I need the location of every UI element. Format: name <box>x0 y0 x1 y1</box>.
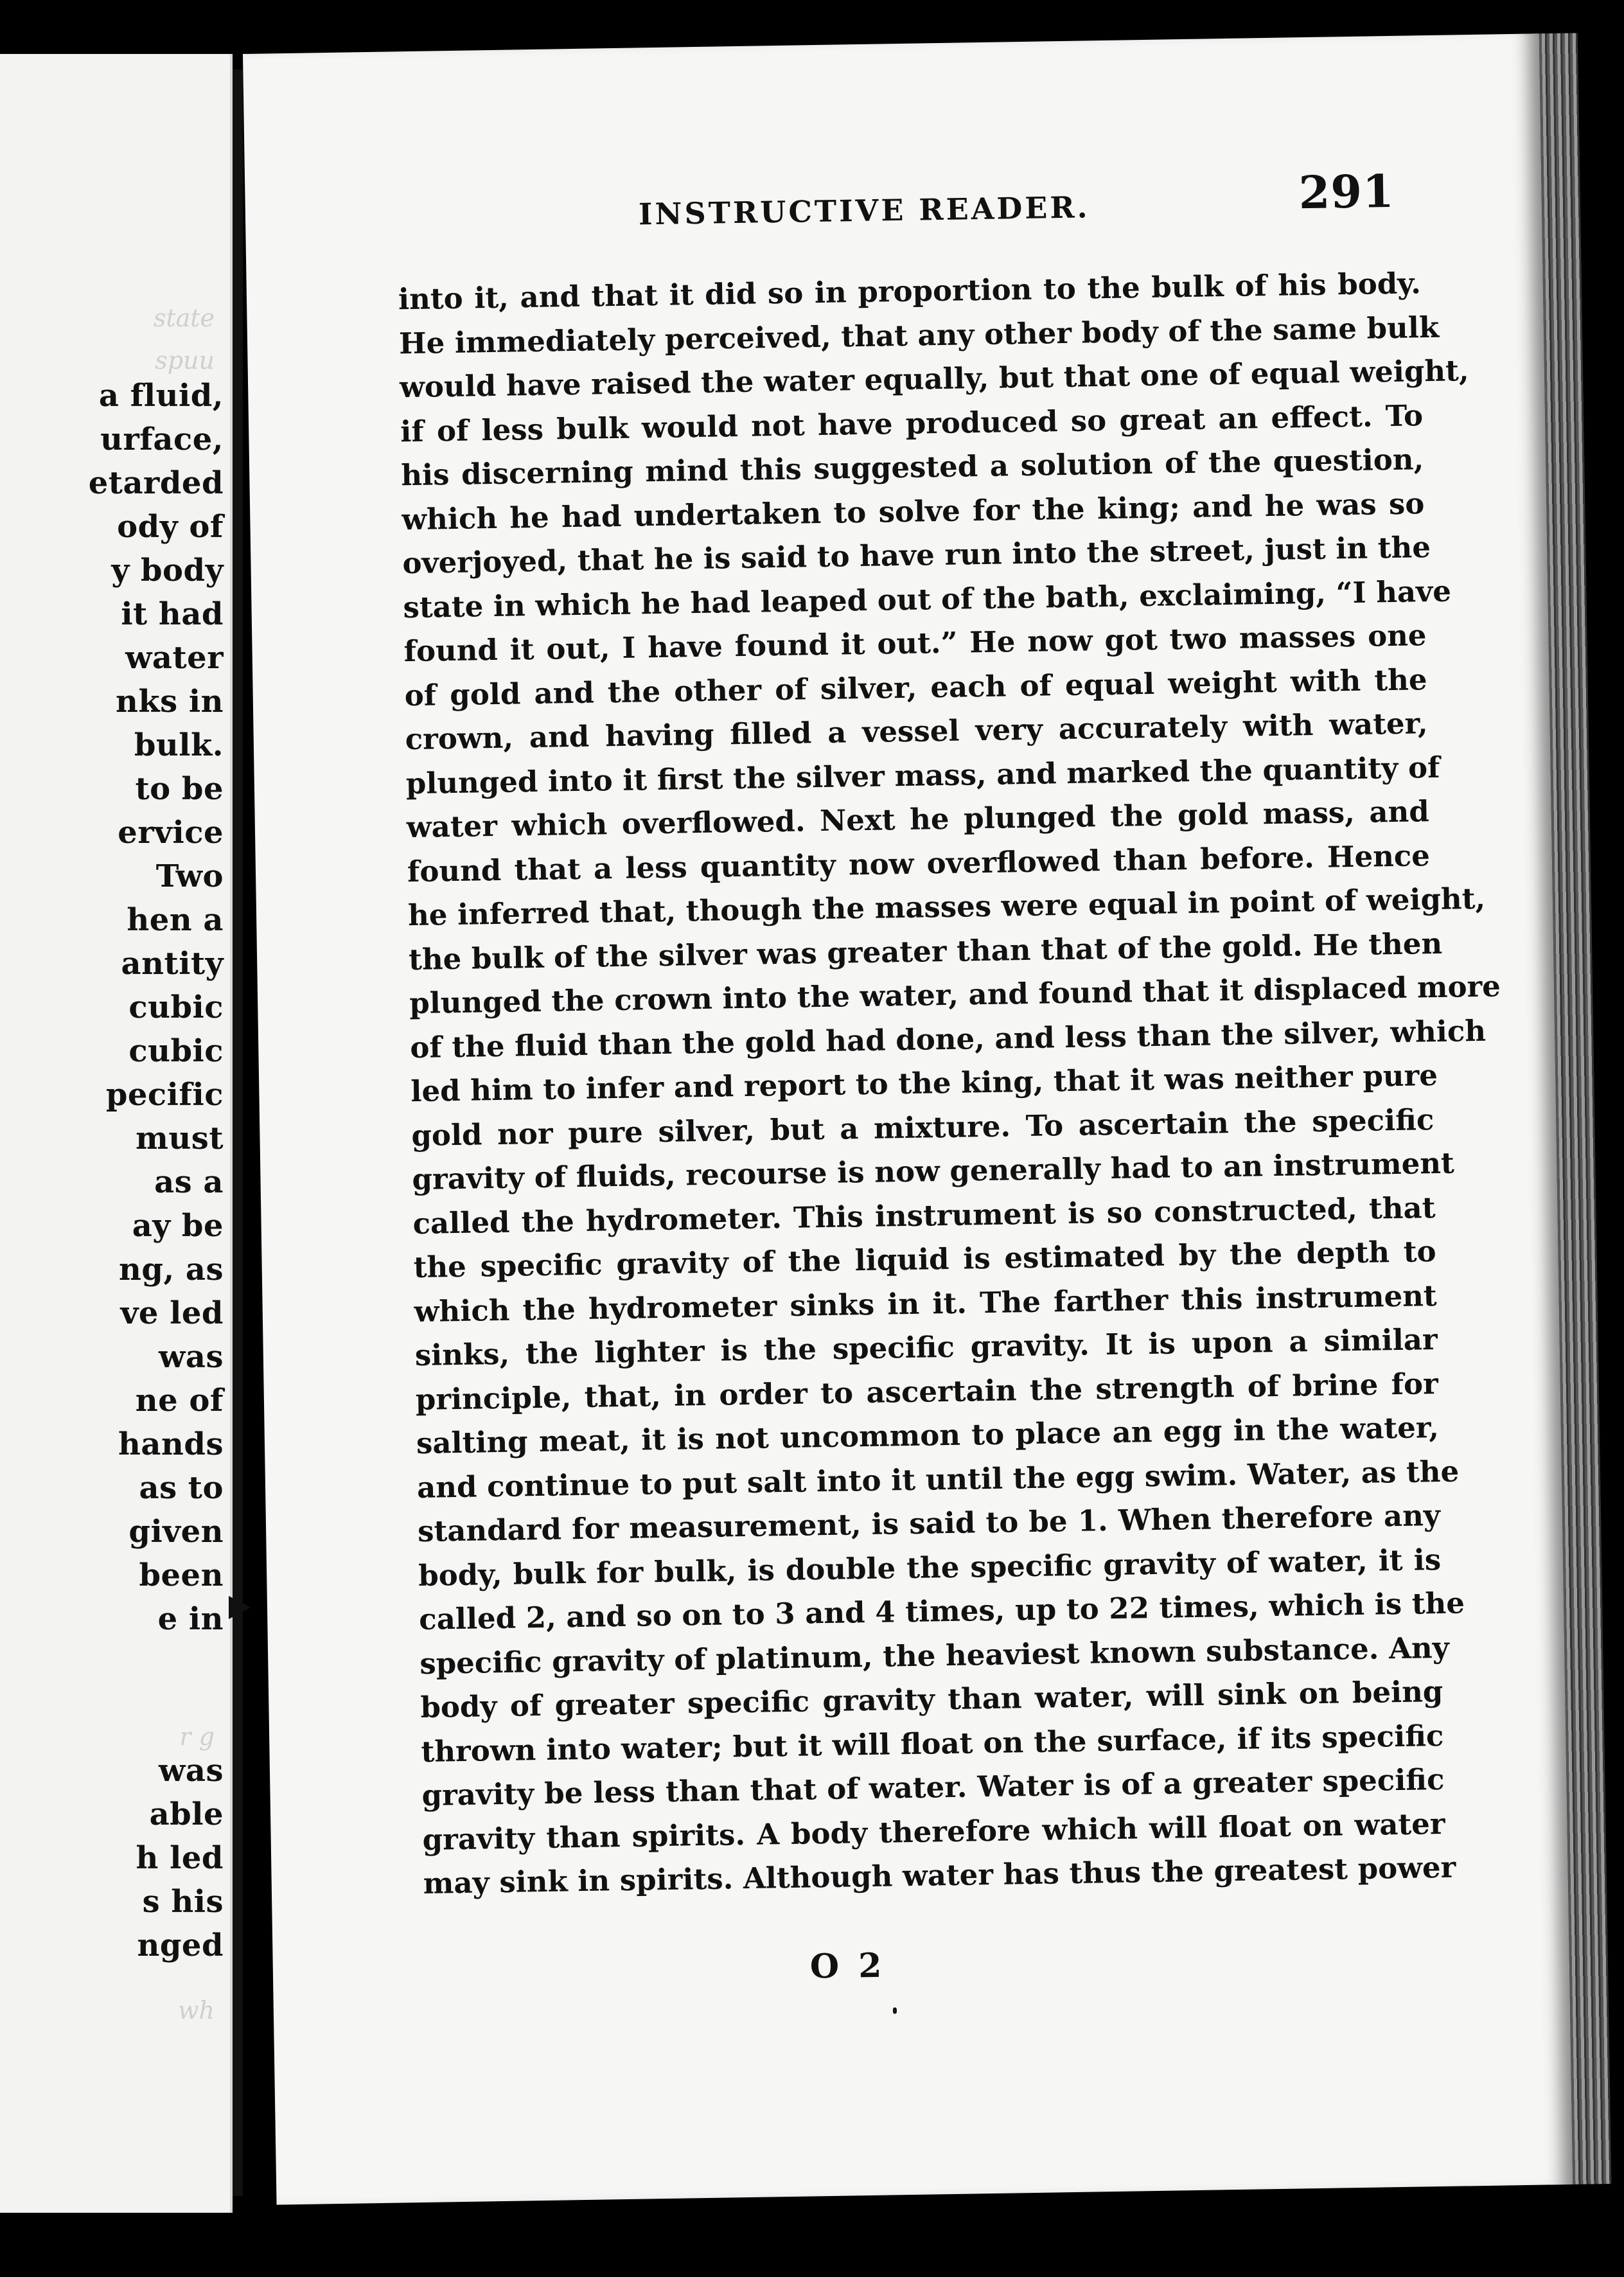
facing-page-line: etarded <box>88 465 224 501</box>
faint-show-through-text: wh <box>178 1996 215 2024</box>
text-line: his discerning mind this suggested a solution of the question, <box>400 442 1424 493</box>
faint-show-through-text: r g <box>179 1723 215 1751</box>
text-line: gold nor pure silver, but a mixture. To ascertain the specific <box>411 1102 1434 1153</box>
facing-page-line: been <box>139 1557 224 1593</box>
text-line: salting meat, it is not uncommon to place an egg in the water, <box>416 1410 1440 1461</box>
text-line: the specific gravity of the liquid is estimated by the depth to <box>413 1234 1436 1285</box>
facing-page-line: ve led <box>120 1295 224 1331</box>
text-line: sinks, the lighter is the specific gravity. It is upon a similar <box>414 1322 1438 1373</box>
facing-page-line: ne of <box>135 1383 224 1419</box>
facing-page-line: was <box>159 1339 224 1375</box>
running-head: INSTRUCTIVE READER. <box>638 190 1091 232</box>
text-line: called 2, and so on to 3 and 4 times, up to 22 times, which is the <box>418 1586 1465 1636</box>
text-line: would have raised the water equally, but that one of equal weight, <box>399 353 1469 405</box>
text-line: which he had undertaken to solve for the king; and he was so <box>401 486 1425 536</box>
binding-notch <box>229 1596 251 1619</box>
text-line: may sink in spirits. Although water has thus the greatest power <box>423 1850 1456 1900</box>
facing-page-line: it had <box>121 596 224 632</box>
facing-page-line: cubic <box>128 989 224 1025</box>
facing-page-line: cubic <box>128 1033 224 1069</box>
facing-page-line: Two <box>155 858 224 894</box>
text-line: gravity be less than that of water. Water is of a greater specific <box>421 1762 1445 1812</box>
text-line: principle, that, in order to ascertain the strength of brine for <box>415 1366 1439 1417</box>
text-line: of the fluid than the gold had done, and less than the silver, which <box>409 1013 1487 1065</box>
page-number: 291 <box>1298 164 1395 220</box>
facing-page-line: a fluid, <box>98 378 224 414</box>
facing-page-line: urface, <box>100 421 224 457</box>
facing-page-line: s his <box>142 1884 224 1920</box>
facing-page-line: given <box>128 1514 224 1550</box>
facing-page-line: e in <box>157 1601 224 1637</box>
facing-page-line: to be <box>135 771 224 807</box>
facing-page-line: nged <box>137 1927 224 1963</box>
facing-page-line: pecific <box>105 1077 224 1113</box>
text-line: thrown into water; but it will float on the surface, if its specific <box>421 1718 1444 1769</box>
text-line: led him to infer and report to the king, that it was neither pure <box>410 1058 1438 1109</box>
text-line: plunged into it first the silver mass, and marked the quantity of <box>405 750 1440 801</box>
facing-page-line: hands <box>118 1426 224 1462</box>
facing-page-line: ng, as <box>118 1252 224 1288</box>
facing-page-line: able <box>149 1796 224 1832</box>
facing-page-line: ody of <box>117 509 224 545</box>
text-line: body, bulk for bulk, is double the specific gravity of water, it is <box>418 1542 1442 1593</box>
text-line: crown, and having filled a vessel very accurately with water, <box>405 706 1429 757</box>
book-page <box>243 33 1573 2204</box>
text-line: state in which he had leaped out of the bath, exclaiming, “I have <box>403 574 1452 625</box>
body-text <box>398 261 1501 1906</box>
facing-page-line: bulk. <box>134 727 224 763</box>
faint-show-through-text: spuu <box>155 346 215 375</box>
text-line: plunged the crown into the water, and found that it displaced more <box>409 969 1501 1021</box>
facing-page <box>0 54 233 2213</box>
facing-page-line: h led <box>136 1840 224 1876</box>
text-line: found that a less quantity now overflowed than before. Hence <box>407 838 1431 889</box>
text-line: the bulk of the silver was greater than that of the gold. He then <box>408 926 1443 977</box>
text-line: of gold and the other of silver, each of equal weight with the <box>404 662 1427 713</box>
text-line: he inferred that, though the masses were equal in point of weight, <box>407 881 1486 933</box>
facing-page-line: water <box>125 640 224 676</box>
facing-page-line: hen a <box>127 902 224 938</box>
facing-page-line: ay be <box>132 1208 224 1244</box>
facing-page-line: y body <box>111 553 224 589</box>
text-line: and continue to put salt into it until the egg swim. Water, as the <box>416 1454 1460 1505</box>
text-line: if of less bulk would not have produced so great an effect. To <box>400 398 1424 448</box>
text-line: overjoyed, that he is said to have run into the street, just in the <box>402 530 1431 581</box>
faint-show-through-text: state <box>153 304 215 332</box>
text-line: called the hydrometer. This instrument is so constructed, that <box>412 1190 1436 1241</box>
text-line: gravity of fluids, recourse is now generally had to an instrument <box>412 1146 1455 1197</box>
text-line: body of greater specific gravity than water, will sink on being <box>420 1674 1443 1724</box>
facing-page-line: as a <box>154 1164 224 1200</box>
facing-page-line: must <box>136 1121 224 1156</box>
text-line: specific gravity of platinum, the heaviest known substance. Any <box>419 1630 1450 1681</box>
book-binding <box>233 69 243 2196</box>
signature-mark: O 2 <box>809 1945 886 1987</box>
facing-page-line: was <box>159 1753 224 1789</box>
text-line: water which overflowed. Next he plunged the gold mass, and <box>406 794 1430 845</box>
facing-page-line: as to <box>139 1470 224 1506</box>
text-line: into it, and that it did so in proportion to the bulk of his body. <box>398 266 1422 317</box>
facing-page-line: ervice <box>118 815 224 851</box>
facing-page-line: nks in <box>115 684 224 720</box>
facing-page-line: antity <box>121 946 224 982</box>
ink-speck <box>893 2007 897 2014</box>
text-line: standard for measurement, is said to be 1. When therefore any <box>417 1498 1441 1549</box>
text-line: gravity than spirits. A body therefore which will float on water <box>422 1806 1445 1857</box>
text-line: found it out, I have found it out.” He now got two masses one <box>403 618 1427 669</box>
text-line: He immediately perceived, that any other body of the same bulk <box>398 310 1440 360</box>
text-line: which the hydrometer sinks in it. The farther this instrument <box>414 1278 1437 1329</box>
page-edge-stack <box>1539 33 1612 2184</box>
